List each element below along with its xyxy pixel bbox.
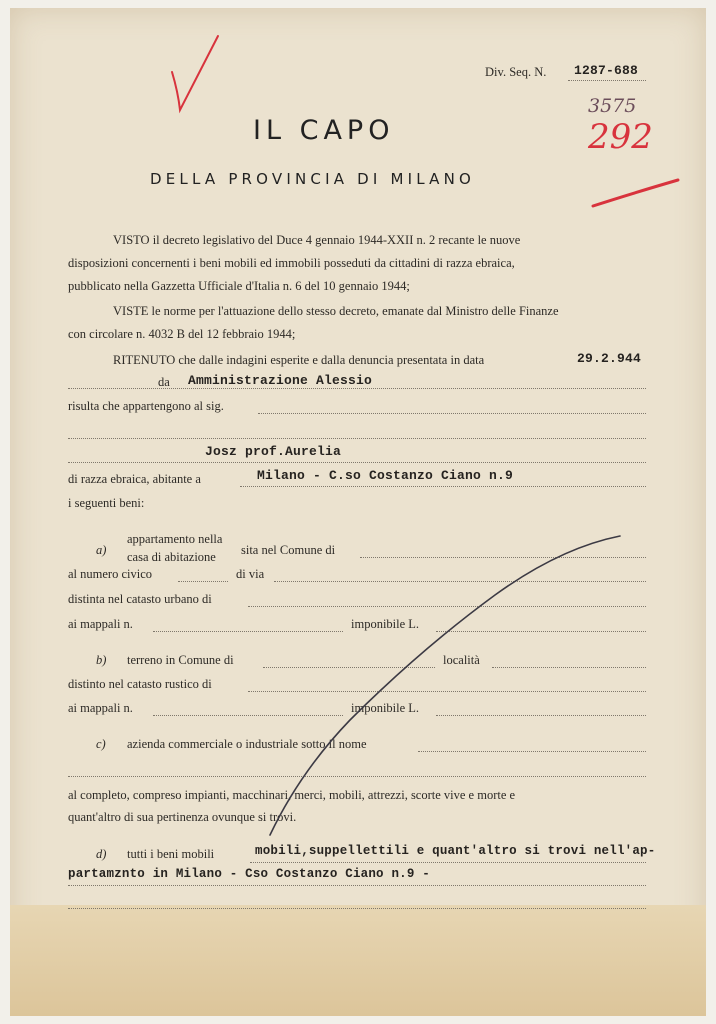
page-title: IL CAPO — [253, 115, 395, 146]
risulta-line: risulta che appartengono al sig. — [68, 399, 224, 413]
section-a-typed-2: casa di abitazione — [127, 550, 216, 564]
visto-line-2: disposizioni concernenti i beni mobili ed immobili posseduti da cittadini di razza ebraica, — [68, 256, 515, 270]
catasto-rustico-label: distinto nel catasto rustico di — [68, 677, 212, 691]
handwritten-red-number: 292 — [588, 117, 653, 157]
visto-line-1: VISTO il decreto legislativo del Duce 4 gennaio 1944-XXII n. 2 recante le nuove — [113, 233, 521, 247]
section-b-mappali-label: ai mappali n. — [68, 701, 133, 715]
section-a-mappali-label: ai mappali n. — [68, 617, 133, 631]
tutti-beni-label: tutti i beni mobili — [127, 847, 215, 861]
strike-through-line — [270, 536, 620, 835]
razza-label: di razza ebraica, abitante a — [68, 472, 201, 486]
seq-label: Div. Seq. N. — [485, 65, 547, 79]
section-a-imponibile-label: imponibile L. — [351, 617, 420, 631]
section-d-letter: d) — [96, 847, 107, 861]
beni-mobili-typed-2: partamznto in Milano - Cso Costanzo Ciano n.9 - — [68, 867, 430, 881]
section-b-letter: b) — [96, 653, 107, 667]
section-b-imponibile-label: imponibile L. — [351, 701, 420, 715]
terreno-label: terreno in Comune di — [127, 653, 234, 667]
red-checkmark — [172, 36, 218, 110]
via-label: di via — [236, 567, 265, 581]
viste-line-2: con circolare n. 4032 B del 12 febbraio 1944; — [68, 327, 296, 341]
denuncia-date: 29.2.944 — [577, 351, 642, 366]
visto-line-3: pubblicato nella Gazzetta Ufficiale d'Italia n. 6 del 10 gennaio 1944; — [68, 279, 410, 293]
section-c-letter: c) — [96, 737, 106, 751]
denuncia-source: Amministrazione Alessio — [188, 373, 373, 388]
localita-label: località — [443, 653, 480, 667]
owner-name: Josz prof.Aurelia — [205, 444, 342, 459]
azienda-label: azienda commerciale o industriale sotto il nome — [127, 737, 367, 751]
section-a-typed-1: appartamento nella — [127, 532, 223, 546]
completo-line-2: quant'altro di sua pertinenza ovunque si trovi. — [68, 810, 297, 824]
viste-line-1: VISTE le norme per l'attuazione dello stesso decreto, emanate dal Ministro delle Finanze — [113, 304, 559, 318]
numero-civico-label: al numero civico — [68, 567, 152, 581]
beni-mobili-typed-1: mobili,suppellettili e quant'altro si trovi nell'ap- — [255, 844, 656, 858]
da-label: da — [158, 375, 170, 389]
ritenuto-line: RITENUTO che dalle indagini esperite e dalla denuncia presentata in data — [113, 353, 485, 367]
section-a-letter: a) — [96, 543, 107, 557]
catasto-urbano-label: distinta nel catasto urbano di — [68, 592, 212, 606]
beni-label: i seguenti beni: — [68, 496, 145, 510]
completo-line-1: al completo, compreso impianti, macchinari, merci, mobili, attrezzi, scorte vive e morte e — [68, 788, 516, 802]
page-subtitle: DELLA PROVINCIA DI MILANO — [150, 170, 476, 188]
owner-address: Milano - C.so Costanzo Ciano n.9 — [257, 468, 514, 483]
seq-number: 1287-688 — [574, 63, 639, 78]
red-underline-mark — [593, 180, 678, 206]
section-a-sita: sita nel Comune di — [241, 543, 336, 557]
handwritten-number: 3575 — [588, 95, 637, 117]
